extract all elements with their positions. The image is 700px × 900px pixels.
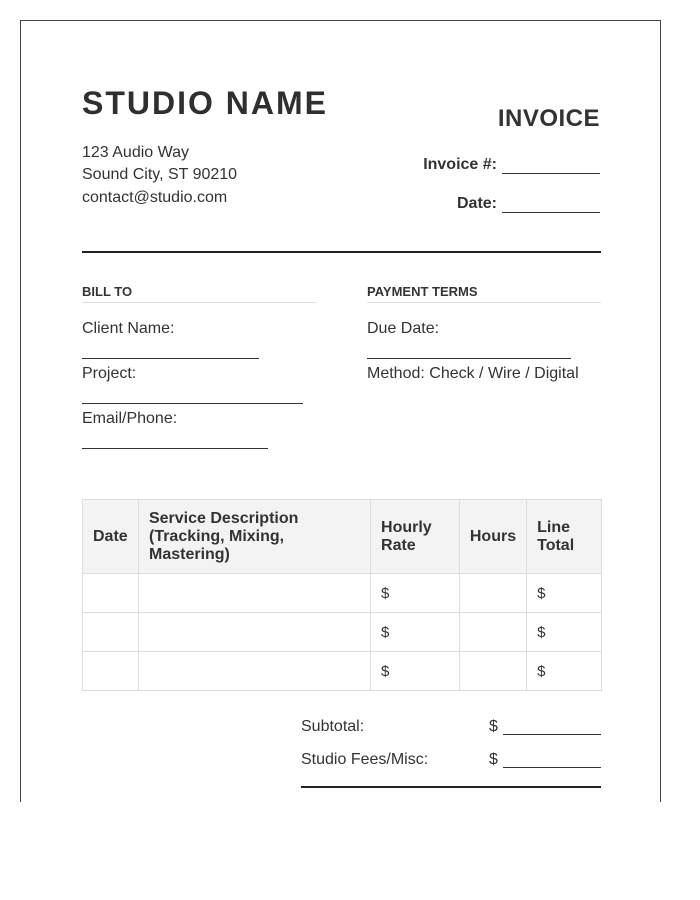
subtotal-blank[interactable] — [503, 734, 601, 735]
address-street: 123 Audio Way — [82, 144, 190, 161]
payment-method-label: Method: Check / Wire / Digital — [367, 365, 579, 382]
due-date-blank[interactable] — [367, 358, 571, 359]
cell-line-total[interactable]: $ — [527, 574, 602, 613]
totals-divider — [301, 786, 601, 788]
services-table — [82, 499, 602, 691]
column-header-service-description: Service Description (Tracking, Mixing, Mastering) — [138, 500, 370, 574]
column-header-hourly-rate: Hourly Rate — [371, 500, 460, 574]
invoice-number-label: Invoice #: — [423, 156, 497, 173]
project-blank[interactable] — [82, 403, 303, 404]
address-city: Sound City, ST 90210 — [82, 166, 238, 183]
column-header-line-total: Line Total — [527, 500, 602, 574]
email-phone-blank[interactable] — [82, 448, 268, 449]
cell-hourly-rate[interactable]: $ — [371, 652, 460, 691]
cell-line-total[interactable]: $ — [527, 613, 602, 652]
cell-hours[interactable] — [459, 652, 526, 691]
subtotal-currency: $ — [489, 718, 498, 735]
cell-hourly-rate[interactable]: $ — [371, 574, 460, 613]
cell-date[interactable] — [83, 574, 139, 613]
client-name-blank[interactable] — [82, 358, 259, 359]
studio-fees-blank[interactable] — [503, 767, 601, 768]
payment-terms-heading: PAYMENT TERMS — [367, 284, 601, 303]
invoice-title: INVOICE — [497, 105, 600, 132]
studio-name: STUDIO NAME — [82, 85, 328, 121]
invoice-date-blank[interactable] — [502, 198, 600, 213]
studio-fees-label: Studio Fees/Misc: — [301, 751, 429, 768]
cell-service-description[interactable] — [138, 613, 370, 652]
invoice-date-field[interactable] — [457, 195, 600, 213]
email-phone-label: Email/Phone: — [82, 410, 178, 427]
invoice-number-blank[interactable] — [502, 159, 600, 174]
subtotal-label: Subtotal: — [301, 718, 365, 735]
invoice-date-label: Date: — [456, 195, 497, 212]
cell-date[interactable] — [83, 652, 139, 691]
bill-to-heading: BILL TO — [82, 284, 316, 303]
table-header-row — [83, 500, 602, 574]
cell-hours[interactable] — [459, 574, 526, 613]
due-date-label: Due Date: — [367, 320, 440, 337]
column-header-date: Date — [83, 500, 139, 574]
cell-hours[interactable] — [459, 613, 526, 652]
client-name-label: Client Name: — [82, 320, 175, 337]
cell-service-description[interactable] — [138, 574, 370, 613]
project-label: Project: — [82, 365, 137, 382]
cell-date[interactable] — [83, 613, 139, 652]
invoice-number-field[interactable] — [423, 156, 600, 174]
column-header-hours: Hours — [459, 500, 526, 574]
table-row — [83, 613, 602, 652]
studio-fees-currency: $ — [489, 751, 498, 768]
cell-hourly-rate[interactable]: $ — [371, 613, 460, 652]
address-email: contact@studio.com — [82, 189, 228, 206]
invoice-sheet — [20, 20, 661, 802]
table-row — [83, 652, 602, 691]
header-divider — [82, 251, 601, 253]
table-row — [83, 574, 602, 613]
cell-service-description[interactable] — [138, 652, 370, 691]
cell-line-total[interactable]: $ — [527, 652, 602, 691]
